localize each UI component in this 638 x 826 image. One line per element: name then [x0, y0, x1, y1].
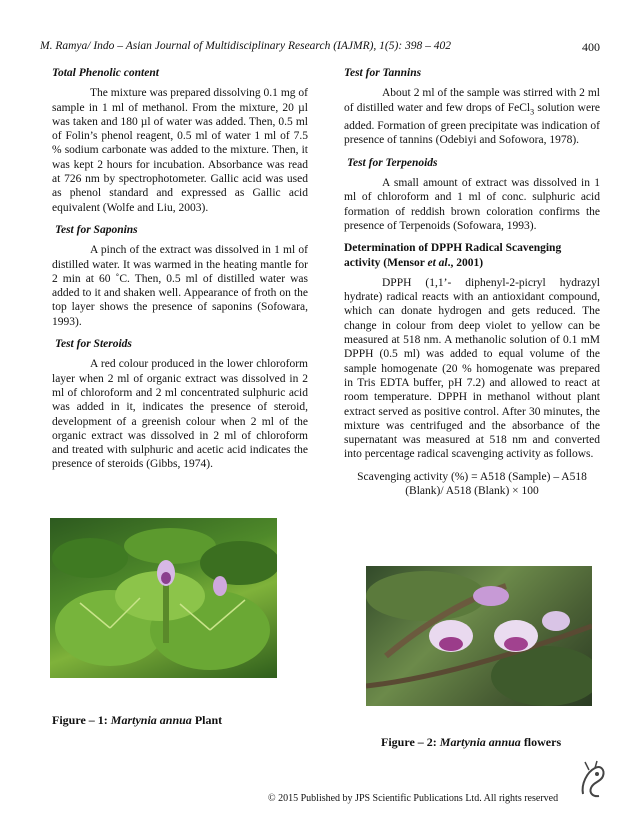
- running-header: [40, 40, 600, 56]
- right-column: [344, 66, 600, 499]
- publisher-logo-icon: [577, 760, 609, 800]
- figure-1-plant-photo: [50, 518, 277, 678]
- terpenoids-heading: Test for Terpenoids: [347, 156, 438, 169]
- copyright-footer: © 2015 Published by JPS Scientific Publications Ltd. All rights reserved: [268, 793, 559, 804]
- page-number: 400: [582, 40, 600, 54]
- total-phenolic-paragraph: The mixture was prepared dissolving 0.1 mg of sample in 1 ml of methanol. From the mixture, 20 µl was taken and 180 µl of water was added. Then, 0.5 ml of Folin’s phenol reagent, 0.5 ml of water 1 ml of 7.5 % sodium carbonate was added to the mixture. Then, it was kept 2 hours for incubation. Absorbance was read at 726 nm by spectrophotometer. Gallic acid was used as phenol standard and expressed as Gallic acid equivalent (Wolfe and Liu, 2003).: [52, 87, 308, 214]
- figure-2-caption: Figure – 2: Martynia annua flowers: [381, 735, 562, 749]
- saponins-heading: Test for Saponins: [55, 223, 138, 236]
- tannins-heading: Test for Tannins: [344, 67, 422, 79]
- left-column: [52, 66, 308, 480]
- figure-1-caption: Figure – 1: Martynia annua Plant: [52, 713, 223, 727]
- saponins-paragraph: A pinch of the extract was dissolved in 1 ml of distilled water. It was warmed in the heating mantle for 2 min at 60 ˚C. Then, 0.5 ml of distilled water was added to it and shaken well. Appearance of froth on the top layer shows the presence of saponins (Sofowara, 1993).: [52, 244, 308, 328]
- scavenging-formula: Scavenging activity (%) = A518 (Sample) – A518 (Blank)/ A518 (Blank) × 100: [357, 470, 587, 498]
- terpenoids-paragraph: A small amount of extract was dissolved in 1 ml of chloroform and 1 ml of conc. sulphuric acid formation of reddish brown coloration confirms the presence of Terpenoids (Sofowara, 1993).: [344, 177, 600, 232]
- dpph-heading: Determination of DPPH Radical Scavenging activity (Mensor et al., 2001): [344, 242, 562, 269]
- running-title: M. Ramya/ Indo – Asian Journal of Multidisciplinary Research (IAJMR), 1(5): 398 – 402: [40, 40, 452, 52]
- steroids-heading: Test for Steroids: [55, 338, 132, 351]
- steroids-paragraph: A red colour produced in the lower chloroform layer when 2 ml of organic extract was dissolved in 2 ml of chloroform and 2 ml concentrated sulphuric acid was added in it, indicates the presence of steroid, development of a greenish colour when 2 ml of the organic extract was dissolved in 2 ml of chloroform and treated with sulphuric and acetic acid indicates the presence of steroids (Gibbs, 1974).: [52, 358, 308, 471]
- tannins-paragraph: About 2 ml of the sample was stirred with 2 ml of distilled water and few drops of FeCl$_3$ solution were added. Formation of green precipitate was indication of presence of tannins (Odebiyi and Sofowora, 1978).: [344, 87, 601, 147]
- dpph-paragraph: DPPH (1,1’- diphenyl-2-picryl hydrazyl hydrate) radical reacts with an antioxidant compound, which can donate hydrogen and gets reduced. The change in colour from deep violet to yellow can be measured at 518 nm. A methanolic solution of 0.1 mM DPPH (0.5 ml) was added to equal volume of the sample homogenate (20 % homogenate was prepared in Tris EDTA buffer, pH 7.2) and allowed to react at room temperature. DPPH in methanol without plant extract served as positive control. After 30 minutes, the mixture was centrifuged and the absorbance of the supernatant was measured at 518 nm and converted into percentage radical scavenging activity as follows.: [344, 276, 600, 461]
- total-phenolic-heading: Total Phenolic content: [52, 67, 159, 79]
- figure-2-flower-photo: [366, 566, 592, 706]
